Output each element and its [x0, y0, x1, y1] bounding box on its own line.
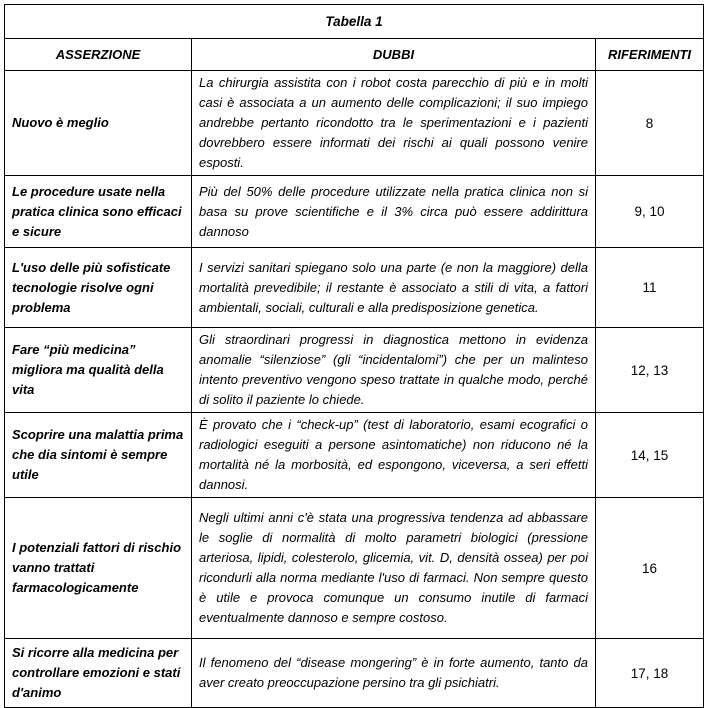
claim-cell: Le procedure usate nella pratica clinica sono efficaci e sicure: [5, 176, 192, 248]
header-riferimenti: RIFERIMENTI: [596, 39, 704, 71]
references-table: [4, 4, 704, 708]
doubt-cell: La chirurgia assistita con i robot costa parecchio di più e in molti casi è associata a un aumento delle complicazioni; il suo impiego andrebbe pertanto ricondotto tra le sperimentazioni e i pazienti dovrebbero essere informati dei rischi ai quali possono venire esposti.: [192, 71, 596, 176]
claim-cell: Nuovo è meglio: [5, 71, 192, 176]
doubt-cell: Più del 50% delle procedure utilizzate nella pratica clinica non si basa su prove scientifiche e il 3% circa può essere addirittura dannoso: [192, 176, 596, 248]
header-asserzione: ASSERZIONE: [5, 39, 192, 71]
table-row: [5, 498, 704, 639]
table-row: [5, 71, 704, 176]
claim-cell: L'uso delle più sofisticate tecnologie risolve ogni problema: [5, 248, 192, 328]
header-row: [5, 39, 704, 71]
table-row: [5, 248, 704, 328]
doubt-cell: È provato che i “check-up” (test di laboratorio, esami ecografici o radiologici eseguiti a persone asintomatiche) non riducono né la mortalità né la morbosità, ed espongono, viceversa, a seri effetti dannosi.: [192, 413, 596, 498]
doubt-cell: Gli straordinari progressi in diagnostica mettono in evidenza anomalie “silenziose” (gli “incidentalomi”) che per un malinteso intento preventivo vengono speso trattate in qualche modo, perché di solito il paziente lo chiede.: [192, 328, 596, 413]
table-row: [5, 639, 704, 708]
claim-cell: Si ricorre alla medicina per controllare emozioni e stati d'animo: [5, 639, 192, 708]
reference-cell: 14, 15: [596, 413, 704, 498]
doubt-cell: Negli ultimi anni c'è stata una progressiva tendenza ad abbassare le soglie di normalità di molto parametri biologici (pressione arteriosa, lipidi, colesterolo, glicemia, vit. D, densità ossea) per poi ricondurli alla norma mediante l'uso di farmaci. Non sempre questo è utile e provoca comunque un consumo inutile di farmaci eventualmente dannoso e sempre costoso.: [192, 498, 596, 639]
claim-cell: I potenziali fattori di rischio vanno trattati farmacologicamente: [5, 498, 192, 639]
header-dubbi: DUBBI: [192, 39, 596, 71]
reference-cell: 11: [596, 248, 704, 328]
doubt-cell: Il fenomeno del “disease mongering” è in forte aumento, tanto da aver creato preoccupazione persino tra gli psichiatri.: [192, 639, 596, 708]
reference-cell: 8: [596, 71, 704, 176]
reference-cell: 9, 10: [596, 176, 704, 248]
table-row: [5, 413, 704, 498]
reference-cell: 16: [596, 498, 704, 639]
reference-cell: 17, 18: [596, 639, 704, 708]
table-title: Tabella 1: [5, 5, 704, 39]
table-row: [5, 328, 704, 413]
reference-cell: 12, 13: [596, 328, 704, 413]
table-row: [5, 176, 704, 248]
doubt-cell: I servizi sanitari spiegano solo una parte (e non la maggiore) della mortalità prevedibile; il restante è associato a stili di vita, a fattori ambientali, sociali, culturali e alla predisposizione genetica.: [192, 248, 596, 328]
claim-cell: Fare “più medicina” migliora ma qualità della vita: [5, 328, 192, 413]
claim-cell: Scoprire una malattia prima che dia sintomi è sempre utile: [5, 413, 192, 498]
